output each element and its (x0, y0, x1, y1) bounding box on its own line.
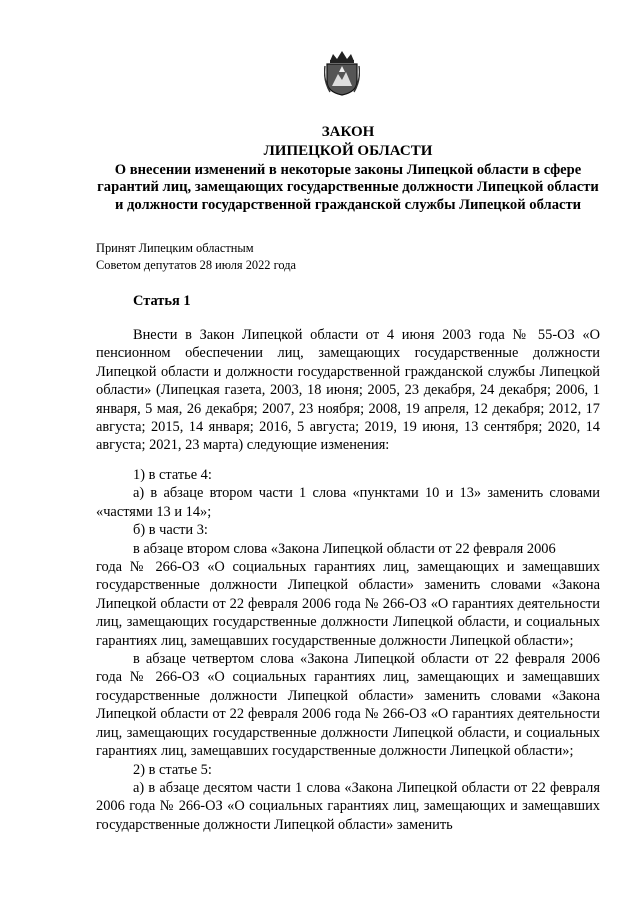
adoption-note (96, 240, 296, 274)
lipetsk-region-coat-of-arms-icon (324, 50, 360, 96)
adoption-note-line: Принят Липецким областным (96, 241, 254, 255)
list-item: в абзаце втором слова «Закона Липецкой области от 22 февраля 2006 (133, 540, 556, 557)
list-item: а) в абзаце втором части 1 слова «пунктами 10 и 13» заменить словами «частями 13 и 14»; (96, 485, 600, 520)
adoption-note-line: Советом депутатов 28 июля 2022 года (96, 258, 296, 272)
list-item: года № 266-ОЗ «О социальных гарантиях лиц, замещающих и замещавших государственные должности Липецкой области» заменить словами «Закона Липецкой области от 22 февраля 2006 года № 266-ОЗ «О гарантиях деятельности лиц, замещающих государственные должности Липецкой области, и социальных гарантиях лиц, замещавших государственные должности Липецкой области»; (96, 559, 600, 649)
list-item: а) в абзаце десятом части 1 слова «Закона Липецкой области от 22 февраля 2006 года № 266-ОЗ «О социальных гарантиях лиц, замещающих и замещавших государственные должности Липецкой области» заменить (96, 779, 600, 833)
article-heading: Статья 1 (133, 293, 191, 309)
article-amendments (96, 466, 600, 834)
law-type-heading: ЗАКОН (321, 124, 375, 140)
law-region-heading: ЛИПЕЦКОЙ ОБЛАСТИ (263, 143, 433, 159)
list-item: 1) в статье 4: (133, 467, 212, 483)
article-intro (96, 326, 600, 455)
list-item: 2) в статье 5: (133, 761, 212, 778)
list-item: в абзаце четвертом слова «Закона Липецкой области от 22 февраля 2006 года № 266-ОЗ «О социальных гарантиях лиц, замещающих и замещавших государственные должности Липецкой области» заменить словами «Закона Липецкой области от 22 февраля 2006 года № 266-ОЗ «О гарантиях деятельности лиц, замещающих государственные должности Липецкой области, и социальных гарантиях лиц, замещавших государственные должности Липецкой области»; (96, 651, 600, 760)
paragraph: Внести в Закон Липецкой области от 4 июня 2003 года № 55-ОЗ «О пенсионном обеспечении лиц, замещающих государственные должности Липецкой области и должности государственной гражданской службы Липецкой области» (Липецкая газета, 2003, 18 июня; 2005, 23 декабря, 24 декабря; 2006, 1 января, 5 мая, 26 декабря; 2007, 23 ноября; 2008, 19 апреля, 12 декабря; 2012, 17 августа; 2015, 14 января; 2016, 5 августа; 2019, 19 июня, 13 сентября; 2020, 14 августа; 2021, 23 марта) следующие изменения: (96, 327, 600, 454)
law-title: О внесении изменений в некоторые законы Липецкой области в сфере гарантий лиц, замещающих государственные должности Липецкой области и должности государственной гражданской службы Липецкой области (97, 162, 599, 213)
list-item: б) в части 3: (133, 522, 208, 539)
